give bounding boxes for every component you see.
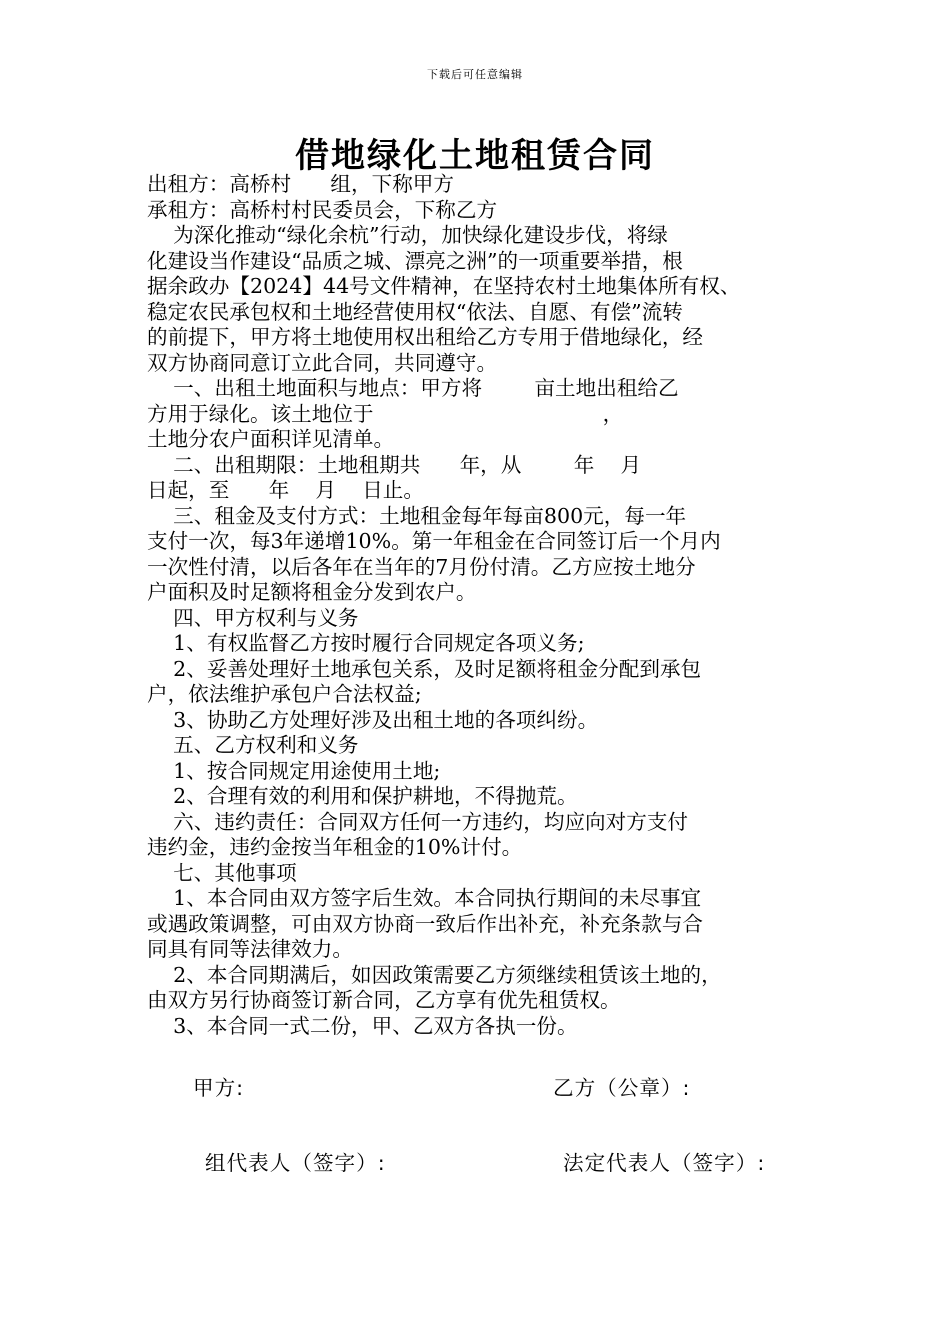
body-line: 2、妥善处理好土地承包关系，及时足额将租金分配到承包 <box>147 656 702 681</box>
body-line: 据余政办【2024】44号文件精神，在坚持农村土地集体所有权、 <box>147 274 741 298</box>
body-line: 3、本合同一式二份，甲、乙双方各执一份。 <box>147 1013 578 1038</box>
body-line: 四、甲方权利与义务 <box>147 605 359 630</box>
body-line: 二、出租期限：土地租期共 年，从 年 月 <box>147 452 642 477</box>
body-line: 六、违约责任：合同双方任何一方违约，均应向对方支付 <box>147 809 689 834</box>
body-line: 1、本合同由双方签字后生效。本合同执行期间的未尽事宜 <box>147 886 702 910</box>
body-line: 1、有权监督乙方按时履行合同规定各项义务; <box>147 631 585 655</box>
body-line: 七、其他事项 <box>147 860 297 885</box>
body-line: 由双方另行协商签订新合同，乙方享有优先租赁权。 <box>147 988 621 1012</box>
body-line: 日起，至 年 月 日止。 <box>147 478 424 502</box>
body-line: 三、租金及支付方式：土地租金每年每亩800元，每一年 <box>147 503 687 528</box>
document-title: 借地绿化土地租赁合同 <box>295 136 655 176</box>
body-line: 方用于绿化。该土地位于 ， <box>147 401 624 426</box>
body-line: 化建设当作建设“品质之城、漂亮之洲”的一项重要举措，根 <box>147 248 683 273</box>
party-a-label: 甲方: <box>193 1076 245 1100</box>
party-b-label: 乙方（公章）: <box>553 1076 691 1100</box>
party-a-rep-label: 组代表人（签字）: <box>205 1151 386 1175</box>
party-b-rep-label: 法定代表人（签字）: <box>563 1151 766 1175</box>
body-line: 稳定农民承包权和土地经营使用权“依法、自愿、有偿”流转 <box>147 299 683 324</box>
body-line: 2、本合同期满后，如因政策需要乙方须继续租赁该土地的， <box>147 962 722 987</box>
body-line: 为深化推动“绿化余杭”行动，加快绿化建设步伐，将绿 <box>147 223 668 247</box>
body-line: 土地分农户面积详见清单。 <box>147 427 395 451</box>
body-line: 户面积及时足额将租金分发到农户。 <box>147 580 477 604</box>
body-line: 的前提下，甲方将土地使用权出租给乙方专用于借地绿化，经 <box>147 325 704 349</box>
header-note: 下载后可任意编辑 <box>427 68 523 81</box>
body-line: 3、协助乙方处理好涉及出租土地的各项纠纷。 <box>147 707 599 732</box>
body-line: 2、合理有效的利用和保护耕地，不得抛荒。 <box>147 784 578 808</box>
body-line: 双方协商同意订立此合同，共同遵守。 <box>147 350 498 375</box>
body-line: 出租方：高桥村 组，下称甲方 <box>147 172 454 196</box>
body-line: 户，依法维护承包户合法权益; <box>147 682 422 706</box>
body-line: 支付一次，每3年递增10%。第一年租金在合同签订后一个月内 <box>147 529 721 553</box>
body-line: 1、按合同规定用途使用土地; <box>147 758 441 783</box>
body-line: 或遇政策调整，可由双方协商一致后作出补充，补充条款与合 <box>147 911 704 936</box>
body-line: 五、乙方权利和义务 <box>147 733 359 757</box>
body-line: 同具有同等法律效力。 <box>147 937 353 961</box>
body-line: 承租方：高桥村村民委员会，下称乙方 <box>147 197 498 222</box>
body-line: 一次性付清，以后各年在当年的7月份付清。乙方应按土地分 <box>147 554 696 579</box>
contract-body <box>147 172 827 1039</box>
body-line: 违约金，违约金按当年租金的10%计付。 <box>147 835 523 859</box>
body-line: 一、出租土地面积与地点：甲方将 亩土地出租给乙 <box>147 376 679 400</box>
